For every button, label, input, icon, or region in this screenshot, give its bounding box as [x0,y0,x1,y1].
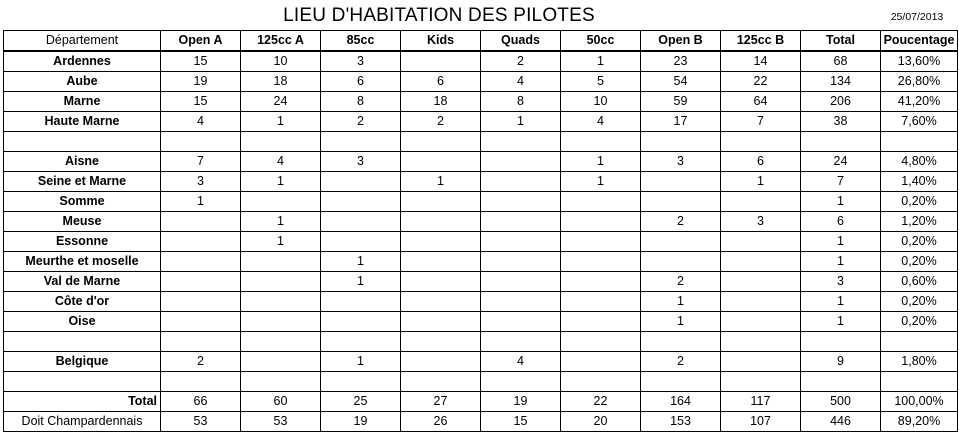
table-cell[interactable]: 18 [401,92,481,112]
column-header[interactable]: Département [4,31,161,52]
table-cell[interactable] [401,132,481,152]
table-cell[interactable]: 7 [161,152,241,172]
table-cell[interactable]: 5 [561,72,641,92]
table-cell[interactable] [561,352,641,372]
table-cell[interactable] [721,292,801,312]
column-header[interactable]: Total [801,31,881,52]
table-cell[interactable] [721,272,801,292]
table-cell[interactable]: 0,20% [881,312,958,332]
row-label-cell[interactable] [4,372,161,392]
table-cell[interactable] [161,332,241,352]
table-cell[interactable] [561,332,641,352]
table-cell[interactable] [801,132,881,152]
table-cell[interactable] [321,372,401,392]
table-cell[interactable] [481,372,561,392]
row-label-cell[interactable]: Côte d'or [4,292,161,312]
row-label-cell[interactable]: Meuse [4,212,161,232]
table-row [4,372,958,392]
table-cell[interactable]: 1 [321,252,401,272]
table-cell[interactable] [481,292,561,312]
table-cell[interactable]: 1,20% [881,212,958,232]
table-row [4,312,958,332]
table-cell[interactable]: 6 [801,212,881,232]
table-cell[interactable] [241,132,321,152]
column-header[interactable]: Kids [401,31,481,52]
table-cell[interactable] [321,212,401,232]
table-cell[interactable] [161,272,241,292]
table-cell[interactable]: 14 [721,51,801,72]
table-cell[interactable]: 1 [241,172,321,192]
table-cell[interactable] [161,372,241,392]
table-cell[interactable] [241,252,321,272]
table-cell[interactable]: 0,60% [881,272,958,292]
table-row [4,112,958,132]
table-cell[interactable] [401,272,481,292]
table-cell[interactable]: 10 [561,92,641,112]
table-cell[interactable] [881,372,958,392]
table-cell[interactable]: 4 [481,72,561,92]
row-label-cell[interactable]: Meurthe et moselle [4,252,161,272]
table-cell[interactable] [561,372,641,392]
table-cell[interactable]: 1 [321,352,401,372]
table-cell[interactable]: 7,60% [881,112,958,132]
table-cell[interactable]: 53 [161,412,241,432]
table-cell[interactable]: 38 [801,112,881,132]
table-cell[interactable] [721,192,801,212]
table-cell[interactable] [321,332,401,352]
table-cell[interactable]: 1 [801,292,881,312]
table-cell[interactable] [721,332,801,352]
table-cell[interactable] [641,332,721,352]
table-cell[interactable]: 7 [721,112,801,132]
table-cell[interactable] [561,292,641,312]
sheet-date: 25/07/2013 [890,11,944,23]
table-cell[interactable] [401,312,481,332]
table-cell[interactable]: 1 [721,172,801,192]
table-cell[interactable] [561,252,641,272]
table-row [4,132,958,152]
column-header[interactable]: 50cc [561,31,641,52]
table-row [4,72,958,92]
table-cell[interactable]: 1 [801,192,881,212]
table-cell[interactable] [801,332,881,352]
table-row [4,252,958,272]
table-cell[interactable]: 2 [401,112,481,132]
table-cell[interactable]: 1 [641,292,721,312]
column-header[interactable]: Open B [641,31,721,52]
table-cell[interactable]: 1 [481,112,561,132]
table-cell[interactable] [801,372,881,392]
table-cell[interactable] [641,192,721,212]
row-label-cell[interactable]: Essonne [4,232,161,252]
table-row [4,392,958,412]
table-cell[interactable]: 2 [641,272,721,292]
table-cell[interactable]: 1 [401,172,481,192]
row-label-cell[interactable]: Seine et Marne [4,172,161,192]
column-header[interactable]: Quads [481,31,561,52]
table-cell[interactable]: 8 [321,92,401,112]
table-cell[interactable]: 15 [481,412,561,432]
table-cell[interactable] [641,172,721,192]
table-cell[interactable]: 1 [241,232,321,252]
table-cell[interactable]: 15 [161,92,241,112]
row-label-cell[interactable]: Doit Champardennais [4,412,161,432]
table-cell[interactable] [561,312,641,332]
table-cell[interactable] [401,252,481,272]
table-cell[interactable] [321,232,401,252]
table-cell[interactable]: 6 [321,72,401,92]
table-cell[interactable] [241,352,321,372]
table-cell[interactable]: 22 [561,392,641,412]
table-cell[interactable]: 3 [321,51,401,72]
table-cell[interactable] [641,132,721,152]
table-row [4,412,958,432]
table-cell[interactable] [241,332,321,352]
table-cell[interactable] [161,252,241,272]
table-cell[interactable] [481,312,561,332]
table-cell[interactable] [481,252,561,272]
table-cell[interactable]: 17 [641,112,721,132]
table-cell[interactable]: 3 [801,272,881,292]
table-cell[interactable] [561,232,641,252]
table-cell[interactable]: 89,20% [881,412,958,432]
table-cell[interactable]: 0,20% [881,232,958,252]
table-cell[interactable]: 27 [401,392,481,412]
table-cell[interactable] [321,172,401,192]
table-cell[interactable]: 7 [801,172,881,192]
table-cell[interactable] [321,312,401,332]
table-cell[interactable] [161,232,241,252]
table-cell[interactable]: 1 [561,152,641,172]
table-cell[interactable] [401,232,481,252]
table-cell[interactable] [721,132,801,152]
table-cell[interactable]: 100,00% [881,392,958,412]
table-cell[interactable]: 1,80% [881,352,958,372]
table-cell[interactable]: 1 [161,192,241,212]
row-label-cell[interactable]: Belgique [4,352,161,372]
table-cell[interactable]: 4 [241,152,321,172]
table-cell[interactable]: 117 [721,392,801,412]
table-cell[interactable] [721,312,801,332]
table-row [4,332,958,352]
table-cell[interactable] [481,232,561,252]
table-cell[interactable] [321,132,401,152]
table-cell[interactable]: 53 [241,412,321,432]
table-cell[interactable] [241,292,321,312]
table-cell[interactable] [721,372,801,392]
table-cell[interactable]: 2 [641,352,721,372]
table-cell[interactable]: 134 [801,72,881,92]
table-cell[interactable] [481,272,561,292]
table-cell[interactable] [721,252,801,272]
table-row [4,272,958,292]
row-label-cell[interactable]: Total [4,392,161,412]
column-header[interactable]: 85cc [321,31,401,52]
column-header[interactable]: Open A [161,31,241,52]
row-label-cell[interactable]: Ardennes [4,51,161,72]
table-cell[interactable] [641,252,721,272]
table-cell[interactable]: 1 [801,232,881,252]
table-cell[interactable]: 60 [241,392,321,412]
table-cell[interactable] [161,312,241,332]
table-cell[interactable]: 3 [721,212,801,232]
table-cell[interactable]: 13,60% [881,51,958,72]
table-cell[interactable]: 26 [401,412,481,432]
row-label-cell[interactable]: Aisne [4,152,161,172]
row-label-cell[interactable]: Aube [4,72,161,92]
table-row [4,232,958,252]
table-row [4,152,958,172]
table-row [4,172,958,192]
table-cell[interactable]: 3 [321,152,401,172]
table-cell[interactable]: 164 [641,392,721,412]
sheet-title: LIEU D'HABITATION DES PILOTES [283,5,595,26]
table-cell[interactable] [481,212,561,232]
table-cell[interactable]: 2 [321,112,401,132]
table-cell[interactable]: 1 [241,112,321,132]
table-row [4,192,958,212]
table-cell[interactable]: 22 [721,72,801,92]
table-cell[interactable]: 1 [321,272,401,292]
column-header[interactable]: Poucentage [881,31,958,52]
table-cell[interactable] [721,232,801,252]
table-cell[interactable] [161,292,241,312]
table-cell[interactable]: 24 [241,92,321,112]
table-cell[interactable] [401,372,481,392]
table-cell[interactable] [241,192,321,212]
table-cell[interactable]: 24 [801,152,881,172]
table-cell[interactable] [641,372,721,392]
table-cell[interactable] [561,192,641,212]
table-cell[interactable]: 26,80% [881,72,958,92]
row-label-cell[interactable] [4,332,161,352]
table-cell[interactable] [881,132,958,152]
table-cell[interactable] [481,332,561,352]
table-cell[interactable]: 153 [641,412,721,432]
table-body [4,51,958,432]
table-cell[interactable] [401,292,481,312]
row-label-cell[interactable]: Haute Marne [4,112,161,132]
table-cell[interactable]: 1,40% [881,172,958,192]
table-cell[interactable] [481,192,561,212]
table-cell[interactable] [561,132,641,152]
table-cell[interactable]: 2 [481,51,561,72]
table-cell[interactable]: 1 [641,312,721,332]
table-cell[interactable]: 0,20% [881,192,958,212]
table-cell[interactable]: 4 [481,352,561,372]
table-cell[interactable]: 446 [801,412,881,432]
table-cell[interactable] [321,192,401,212]
table-cell[interactable]: 19 [481,392,561,412]
table-cell[interactable] [161,212,241,232]
table-cell[interactable]: 1 [241,212,321,232]
table-cell[interactable]: 2 [641,212,721,232]
row-label-cell[interactable]: Val de Marne [4,272,161,292]
table-cell[interactable]: 19 [161,72,241,92]
row-label-cell[interactable]: Oise [4,312,161,332]
table-cell[interactable] [321,292,401,312]
table-cell[interactable]: 6 [721,152,801,172]
table-cell[interactable]: 1 [801,252,881,272]
table-row [4,92,958,112]
table-cell[interactable] [481,172,561,192]
table-cell[interactable]: 206 [801,92,881,112]
table-cell[interactable] [561,272,641,292]
table-cell[interactable] [401,212,481,232]
table-cell[interactable]: 0,20% [881,252,958,272]
table-cell[interactable]: 3 [641,152,721,172]
table-cell[interactable]: 6 [401,72,481,92]
table-cell[interactable] [881,332,958,352]
table-cell[interactable]: 64 [721,92,801,112]
table-cell[interactable] [241,272,321,292]
table-cell[interactable] [481,132,561,152]
table-row [4,212,958,232]
table-cell[interactable] [401,152,481,172]
pilots-table [3,30,958,432]
table-cell[interactable]: 10 [241,51,321,72]
column-header[interactable]: 125cc B [721,31,801,52]
table-row [4,51,958,72]
column-header[interactable]: 125cc A [241,31,321,52]
table-cell[interactable] [241,372,321,392]
table-cell[interactable]: 18 [241,72,321,92]
table-cell[interactable]: 1 [561,51,641,72]
table-cell[interactable] [401,332,481,352]
table-cell[interactable] [561,212,641,232]
table-cell[interactable]: 0,20% [881,292,958,312]
table-cell[interactable]: 8 [481,92,561,112]
table-cell[interactable]: 500 [801,392,881,412]
table-cell[interactable]: 20 [561,412,641,432]
table-cell[interactable]: 3 [161,172,241,192]
table-cell[interactable] [401,51,481,72]
table-cell[interactable] [641,232,721,252]
table-cell[interactable]: 2 [161,352,241,372]
table-cell[interactable]: 19 [321,412,401,432]
table-cell[interactable]: 1 [801,312,881,332]
table-cell[interactable]: 66 [161,392,241,412]
table-cell[interactable]: 59 [641,92,721,112]
header-row [4,31,958,52]
table-cell[interactable]: 4 [561,112,641,132]
table-cell[interactable]: 4 [161,112,241,132]
table-cell[interactable]: 9 [801,352,881,372]
table-cell[interactable]: 23 [641,51,721,72]
table-cell[interactable]: 25 [321,392,401,412]
row-label-cell[interactable]: Somme [4,192,161,212]
table-cell[interactable] [401,352,481,372]
table-cell[interactable]: 107 [721,412,801,432]
table-cell[interactable]: 15 [161,51,241,72]
row-label-cell[interactable]: Marne [4,92,161,112]
table-row [4,292,958,312]
table-cell[interactable] [161,132,241,152]
table-cell[interactable]: 1 [561,172,641,192]
table-cell[interactable] [721,352,801,372]
table-cell[interactable] [481,152,561,172]
table-cell[interactable]: 41,20% [881,92,958,112]
table-cell[interactable] [401,192,481,212]
table-cell[interactable]: 4,80% [881,152,958,172]
table-row [4,352,958,372]
table-cell[interactable]: 68 [801,51,881,72]
table-cell[interactable]: 54 [641,72,721,92]
table-cell[interactable] [241,312,321,332]
row-label-cell[interactable] [4,132,161,152]
